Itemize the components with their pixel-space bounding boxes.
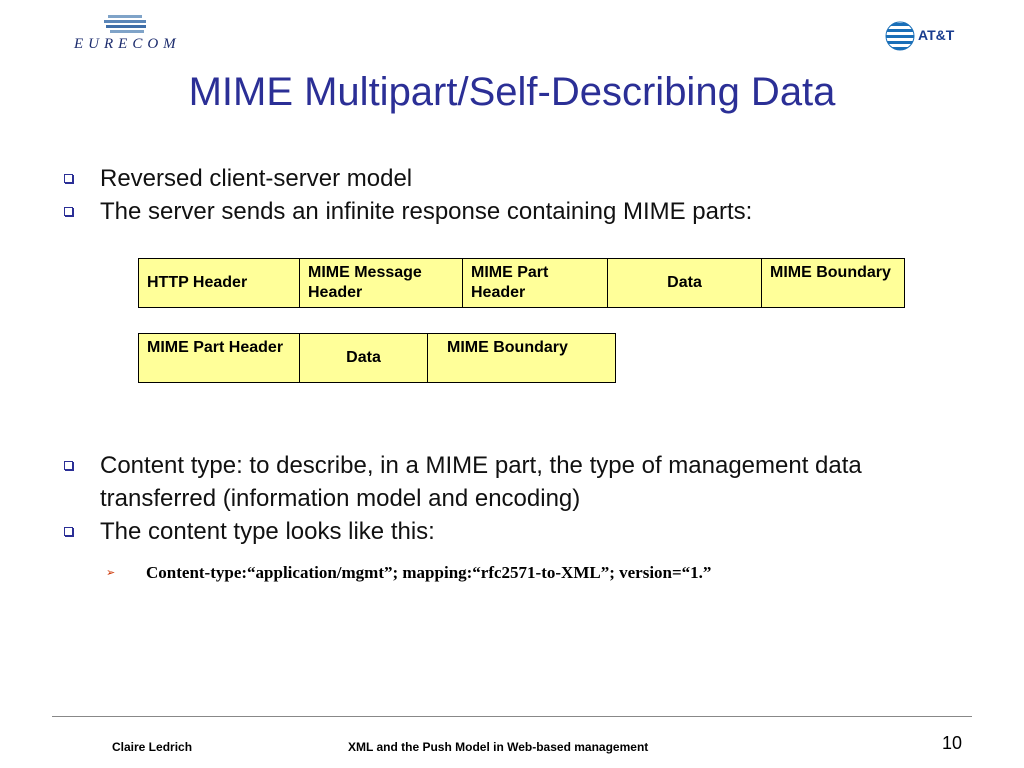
- eurecom-wordmark: EURECOM: [74, 36, 181, 52]
- eurecom-logo: [70, 14, 190, 56]
- cell-mime-message-header: MIME Message Header: [300, 259, 463, 307]
- cell-data: Data: [300, 334, 428, 382]
- bullet-text: Reversed client-server model: [100, 165, 413, 192]
- att-wordmark: AT&T: [918, 27, 955, 43]
- bullet-item: [62, 515, 982, 548]
- cell-mime-part-header: MIME Part Header: [139, 334, 300, 382]
- bullet-list-bottom: [62, 449, 982, 548]
- square-bullet-icon: [64, 527, 73, 536]
- bullet-text: The server sends an infinite response containing MIME parts:: [100, 198, 753, 225]
- bullet-item: [62, 449, 982, 515]
- att-globe-icon: [884, 20, 916, 52]
- footer-author: Claire Ledrich: [112, 740, 193, 754]
- bullet-list-top: [62, 162, 982, 228]
- cell-mime-boundary: MIME Boundary: [770, 264, 891, 281]
- bullet-item: [62, 162, 982, 195]
- square-bullet-icon: [64, 461, 73, 470]
- square-bullet-icon: [64, 207, 73, 216]
- arrow-bullet-icon: ➢: [106, 566, 116, 579]
- content-type-example: Content-type:“application/mgmt”; mapping:“rfc2571-to-XML”; version=“1.”: [146, 563, 712, 582]
- footer-title: XML and the Push Model in Web-based management: [348, 740, 649, 754]
- square-bullet-icon: [64, 174, 73, 183]
- cell-data: Data: [608, 259, 762, 307]
- bullet-text: Content type: to describe, in a MIME part, the type of management data transferred (information model and encoding): [100, 452, 862, 512]
- cell-http-header: HTTP Header: [139, 259, 300, 307]
- mime-stream-row-1: [138, 258, 905, 308]
- cell-mime-boundary: MIME Boundary: [447, 339, 568, 356]
- page-number: 10: [942, 733, 963, 753]
- bullet-text: The content type looks like this:: [100, 518, 435, 545]
- footer-divider: [52, 716, 972, 717]
- slide-title: MIME Multipart/Self-Describing Data: [188, 70, 836, 114]
- att-logo: [884, 20, 956, 52]
- cell-mime-part-header: MIME Part Header: [463, 259, 608, 307]
- eurecom-stripes-icon: [104, 14, 184, 38]
- mime-stream-row-2: [138, 333, 616, 383]
- bullet-item: [62, 195, 982, 228]
